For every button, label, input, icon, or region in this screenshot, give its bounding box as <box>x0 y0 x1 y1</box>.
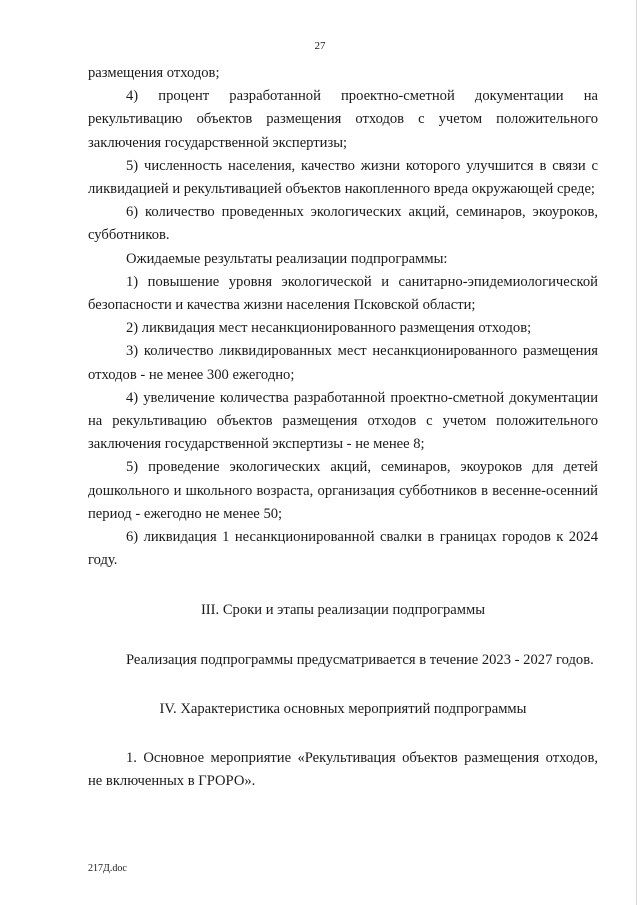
section-4-heading: IV. Характеристика основных мероприятий подпрограммы <box>159 700 527 717</box>
section-3-heading: III. Сроки и этапы реализации подпрограммы <box>200 602 486 619</box>
result-item-1: 1) повышение уровня экологической и санитарно-эпидемиологической безопасности и качества жизни населения Псковской области; <box>88 273 598 314</box>
section-4-text: 1. Основное мероприятие «Рекультивация объектов размещения отходов, не включенных в ГРОРО». <box>88 750 598 790</box>
page-number: 27 <box>314 40 326 52</box>
indicator-item-5: 5) численность населения, качество жизни которого улучшится в связи с ликвидацией и рекультивацией объектов накопленного вреда окружающей среде; <box>88 157 598 198</box>
expected-results-intro: Ожидаемые результаты реализации подпрограммы: <box>126 250 448 267</box>
indicator-item-6: 6) количество проведенных экологических акций, семинаров, экоуроков, субботников. <box>88 204 598 244</box>
indicator-item-4: 4) процент разработанной проектно-сметной документации на рекультивацию объектов размещения отходов с учетом положительного заключения государственной экспертизы; <box>88 88 598 151</box>
document-body <box>88 62 598 793</box>
result-item-4: 4) увеличение количества разработанной проектно-сметной документации на рекультивацию объектов размещения отходов с учетом положительного заключения государственной экспертизы - не менее 8; <box>88 389 598 453</box>
section-3-text: Реализация подпрограммы предусматривается в течение 2023 - 2027 годов. <box>126 651 594 668</box>
result-item-6: 6) ликвидация 1 несанкционированной свалки в границах городов к 2024 году. <box>88 529 598 569</box>
result-item-2: 2) ликвидация мест несанкционированного размещения отходов; <box>126 320 532 337</box>
paragraph-continuation: размещения отходов; <box>88 65 220 81</box>
file-footer: 217Д.doc <box>88 863 127 874</box>
result-item-3: 3) количество ликвидированных мест несанкционированного размещения отходов - не менее 300 ежегодно; <box>88 343 598 383</box>
result-item-5: 5) проведение экологических акций, семинаров, экоуроков для детей дошкольного и школьного возраста, организация субботников в весенне-осенний период - ежегодно не менее 50; <box>88 459 598 522</box>
page-edge-line <box>636 0 637 905</box>
